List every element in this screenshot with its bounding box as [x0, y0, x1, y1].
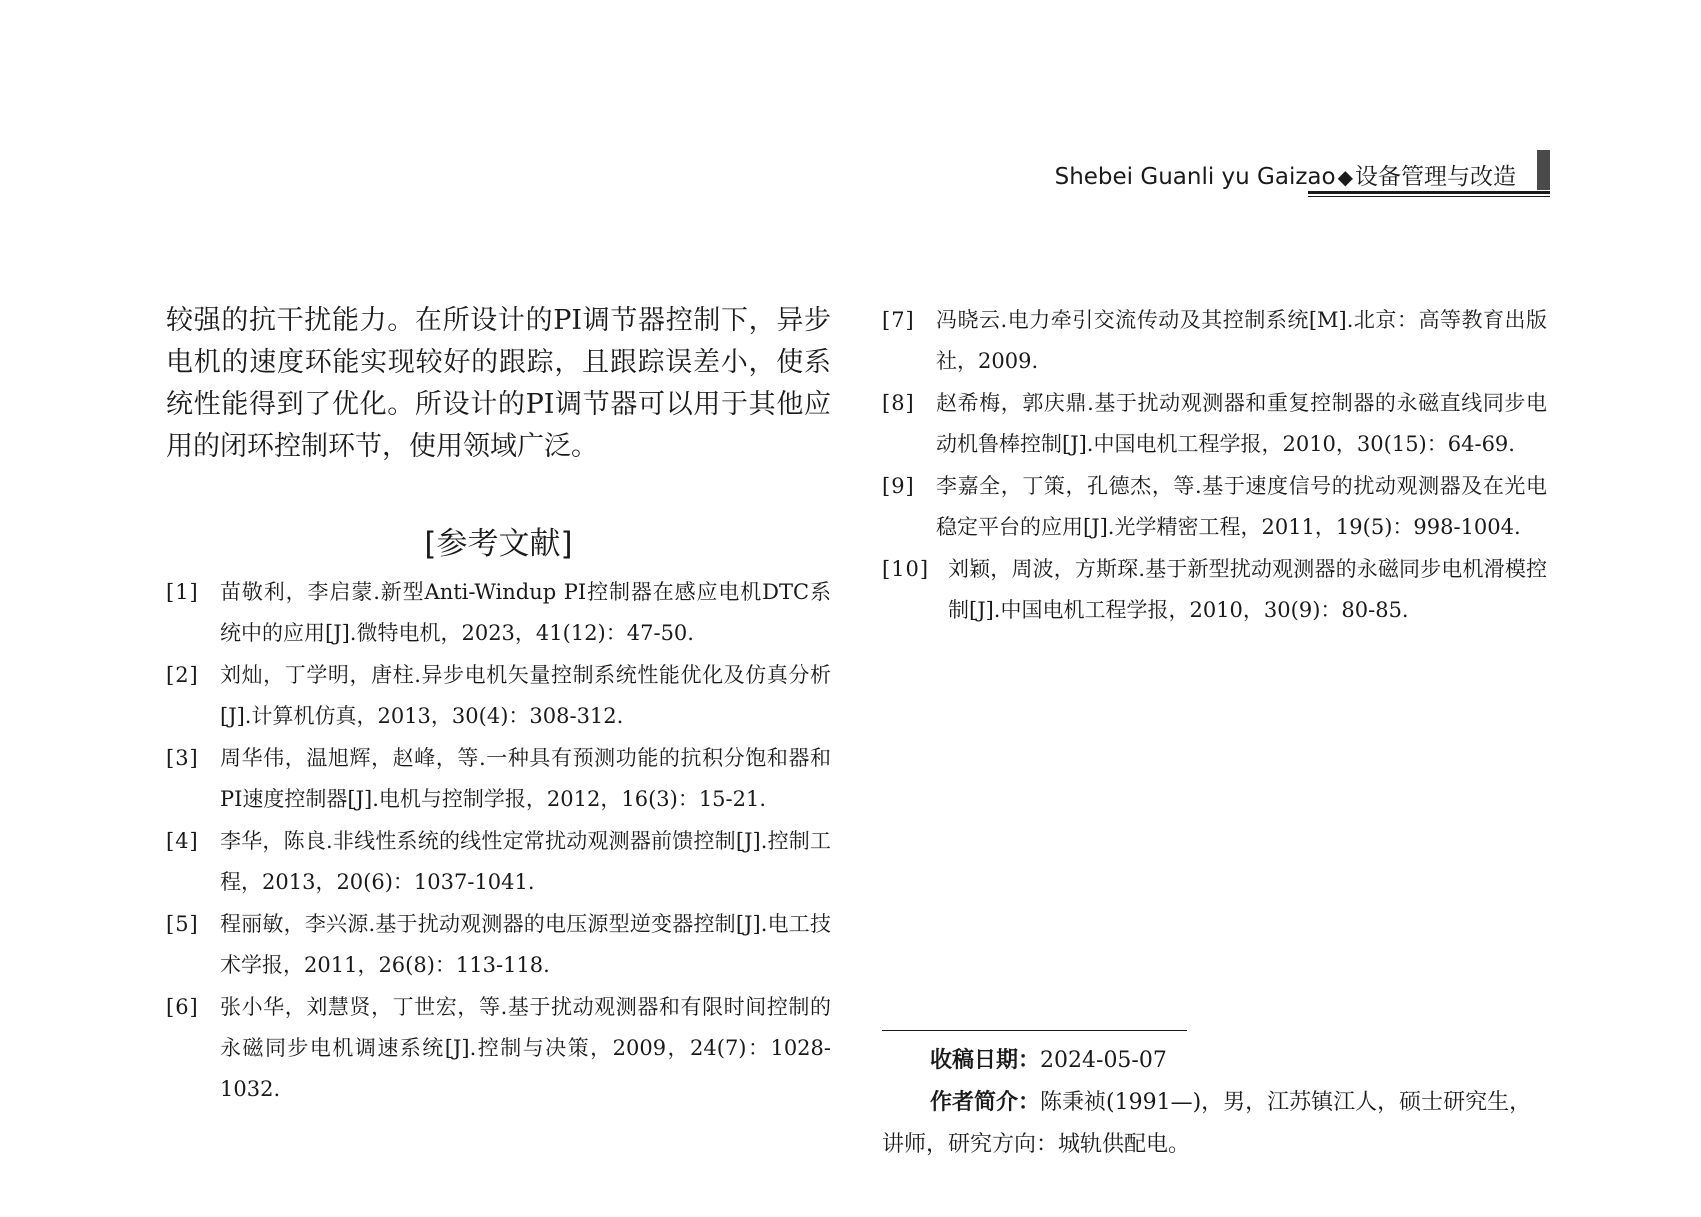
reference-text: 赵希梅，郭庆鼎.基于扰动观测器和重复控制器的永磁直线同步电动机鲁棒控制[J].中国电机工程学报，2010，30(15)：64-69.: [936, 391, 1547, 456]
author-bio: [882, 1082, 1547, 1166]
author-label: 作者简介：: [930, 1090, 1041, 1115]
reference-number: [8]: [882, 391, 915, 415]
reference-number: [2]: [166, 663, 199, 687]
reference-item: [882, 549, 1547, 631]
reference-item: [166, 572, 831, 654]
conclusion-paragraph: 较强的抗干扰能力。在所设计的PI调节器控制下，异步电机的速度环能实现较好的跟踪，且跟踪误差小，使系统性能得到了优化。所设计的PI调节器可以用于其他应用的闭环控制环节，使用领域广泛。: [166, 305, 831, 462]
reference-number: [7]: [882, 308, 915, 332]
reference-text: 李华，陈良.非线性系统的线性定常扰动观测器前馈控制[J].控制工程，2013，20(6)：1037-1041.: [220, 829, 831, 894]
author-value: 陈秉祯(1991—)，男，江苏镇江人，硕士研究生，讲师，研究方向：城轨供配电。: [882, 1090, 1532, 1157]
reference-item: [882, 383, 1547, 465]
reference-text: 苗敬利，李启蒙.新型Anti-Windup PI控制器在感应电机DTC系统中的应用[J].微特电机，2023，41(12)：47-50.: [220, 580, 831, 645]
reference-number: [10]: [882, 557, 930, 581]
header-rule-thin: [1308, 196, 1550, 197]
left-column: [166, 300, 831, 1111]
diamond-icon: ◆: [1337, 165, 1353, 189]
reference-text: 李嘉全，丁策，孔德杰，等.基于速度信号的扰动观测器及在光电稳定平台的应用[J].光学精密工程，2011，19(5)：998-1004.: [936, 474, 1547, 539]
reference-item: [166, 821, 831, 903]
reference-number: [3]: [166, 746, 199, 770]
header-side-bar: [1537, 150, 1550, 190]
reference-item: [166, 655, 831, 737]
footnote-rule: [882, 1030, 1187, 1031]
reference-number: [6]: [166, 995, 199, 1019]
reference-number: [4]: [166, 829, 199, 853]
reference-number: [1]: [166, 580, 199, 604]
reference-number: [5]: [166, 912, 199, 936]
reference-item: [166, 987, 831, 1110]
reference-item: [166, 738, 831, 820]
header-rule-thick: [1308, 191, 1550, 194]
reference-text: 刘颖，周波，方斯琛.基于新型扰动观测器的永磁同步电机滑模控制[J].中国电机工程学报，2010，30(9)：80-85.: [948, 557, 1547, 622]
journal-pinyin: Shebei Guanli yu Gaizao: [1054, 164, 1336, 190]
reference-text: 冯晓云.电力牵引交流传动及其控制系统[M].北京：高等教育出版社，2009.: [936, 308, 1547, 373]
running-header: [1000, 150, 1550, 200]
journal-title: [1055, 158, 1516, 191]
reference-number: [9]: [882, 474, 915, 498]
reference-text: 程丽敏，李兴源.基于扰动观测器的电压源型逆变器控制[J].电工技术学报，2011，26(8)：113-118.: [220, 912, 831, 977]
received-value: 2024-05-07: [1040, 1048, 1167, 1073]
reference-text: 刘灿，丁学明，唐柱.异步电机矢量控制系统性能优化及仿真分析[J].计算机仿真，2013，30(4)：308-312.: [220, 663, 831, 728]
reference-item: [166, 904, 831, 986]
received-date: [882, 1040, 1547, 1082]
references-heading: [参考文献]: [424, 526, 573, 562]
received-label: 收稿日期：: [930, 1048, 1041, 1073]
reference-text: 张小华，刘慧贤，丁世宏，等.基于扰动观测器和有限时间控制的永磁同步电机调速系统[J].控制与决策，2009，24(7)：1028-1032.: [220, 995, 831, 1101]
reference-item: [882, 300, 1547, 382]
reference-item: [882, 466, 1547, 548]
reference-text: 周华伟，温旭辉，赵峰，等.一种具有预测功能的抗积分饱和器和PI速度控制器[J].电机与控制学报，2012，16(3)：15-21.: [220, 746, 831, 811]
right-column: [882, 300, 1547, 632]
journal-chinese-name: 设备管理与改造: [1355, 164, 1516, 190]
footnote: [882, 1040, 1547, 1166]
